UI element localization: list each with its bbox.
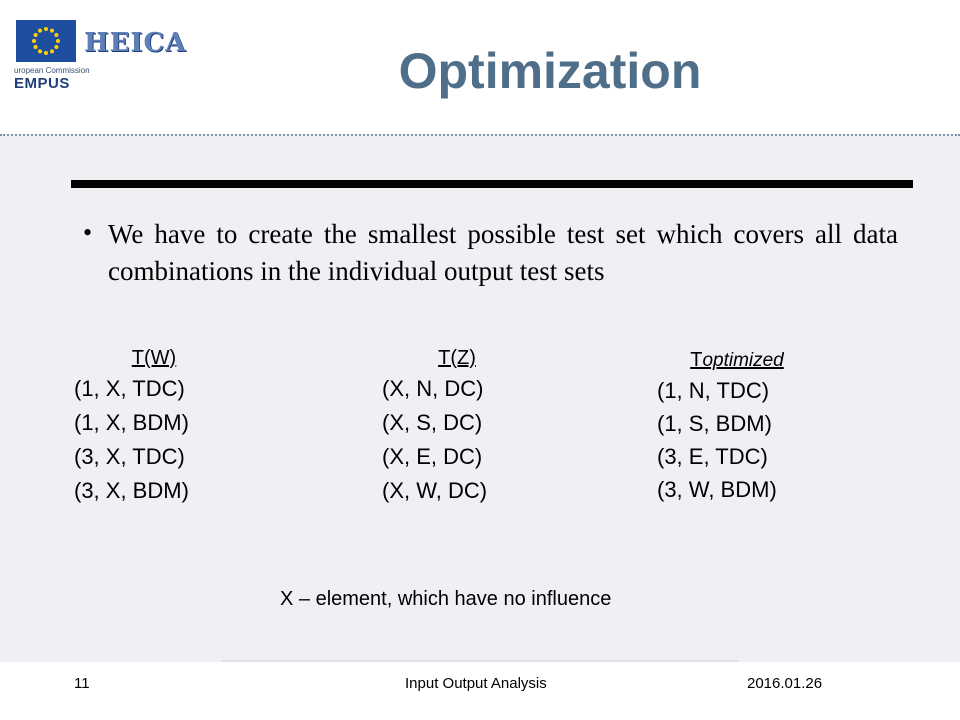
footnote: X – element, which have no influence (280, 588, 612, 610)
header-divider (0, 134, 960, 136)
footer-divider (222, 660, 738, 662)
footer-title: Input Output Analysis (405, 675, 547, 692)
test-set-w-row: (1, X, BDM) (74, 410, 189, 435)
test-set-optimized-row: (1, N, TDC) (657, 378, 770, 403)
test-set-z (382, 347, 532, 508)
bullet-icon: • (83, 218, 93, 247)
test-set-optimized-row: (3, E, TDC) (657, 444, 768, 469)
title-rule (71, 180, 913, 188)
test-set-optimized-row: (1, S, BDM) (657, 411, 772, 436)
eu-flag-icon (16, 20, 76, 62)
test-set-w-row: (3, X, BDM) (74, 478, 189, 503)
test-set-w-title: T(W) (131, 347, 177, 369)
footer-date: 2016.01.26 (747, 675, 823, 692)
test-set-z-row: (X, N, DC) (382, 376, 484, 401)
title-prefix: T (690, 349, 703, 371)
test-set-optimized-row: (3, W, BDM) (657, 477, 777, 502)
test-set-w (74, 347, 234, 508)
logo (14, 18, 187, 92)
tempus-logo-text: EMPUS (14, 75, 70, 92)
test-set-w-row: (3, X, TDC) (74, 444, 185, 469)
slide-title: Optimization (398, 43, 702, 99)
eu-commission-text: uropean Commission (14, 66, 90, 75)
test-set-z-title: T(Z) (438, 347, 476, 369)
test-set-z-row: (X, S, DC) (382, 410, 483, 435)
page-number: 11 (74, 675, 90, 692)
title-suffix: optimized (702, 350, 784, 371)
heica-logo-text: HEICA (84, 28, 187, 58)
bullet-text: We have to create the smallest possible test set which covers all data combinations in the individual output test sets (108, 219, 898, 286)
test-set-optimized-title (657, 349, 817, 372)
test-set-optimized (657, 349, 817, 506)
test-set-w-row: (1, X, TDC) (74, 376, 185, 401)
test-set-z-row: (X, W, DC) (382, 478, 488, 503)
test-set-z-row: (X, E, DC) (382, 444, 483, 469)
